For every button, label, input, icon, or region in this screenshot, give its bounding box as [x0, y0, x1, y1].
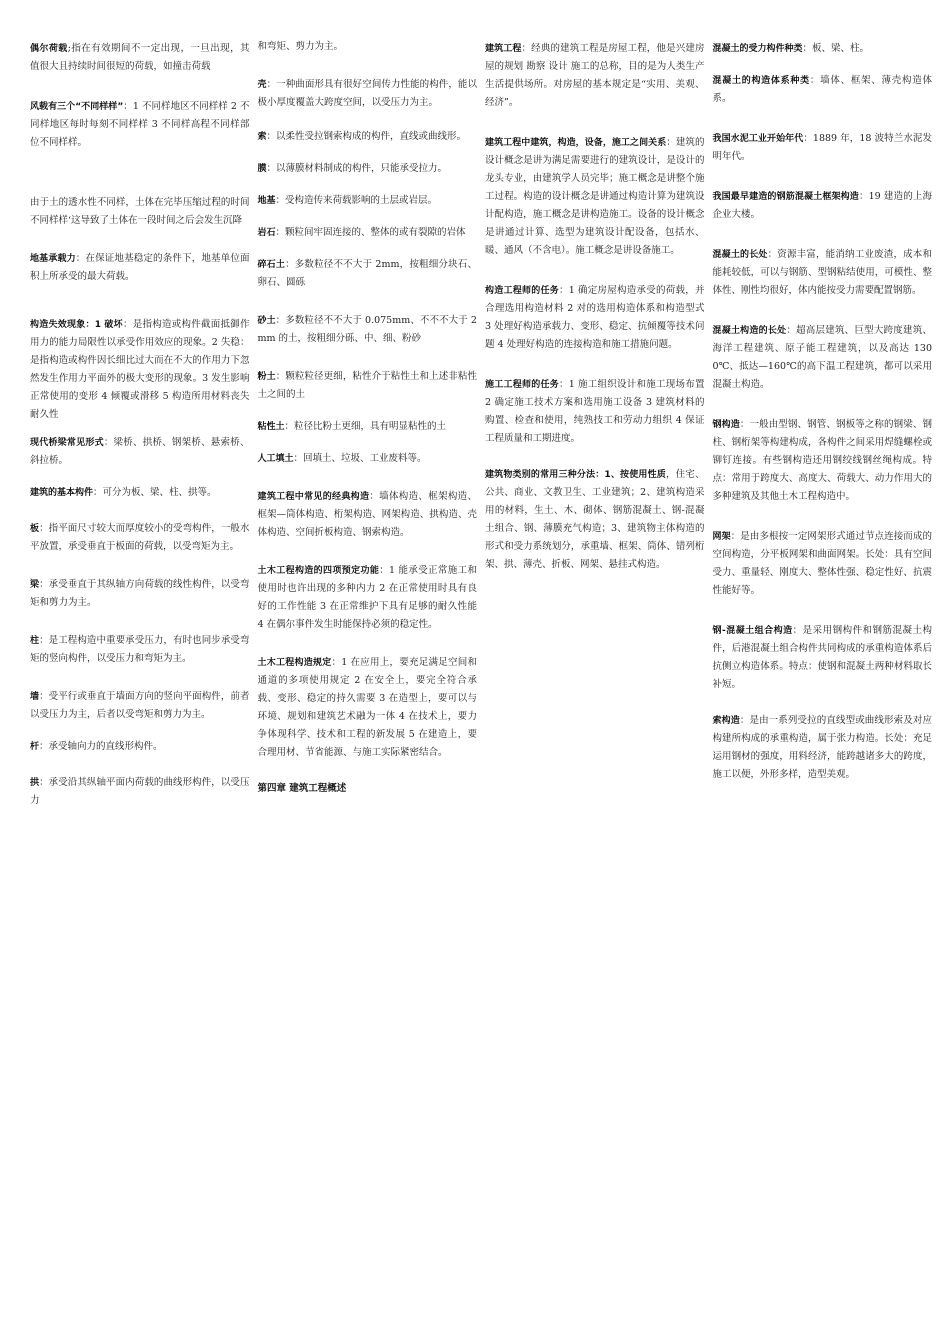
term-label: 索构造	[712, 716, 740, 726]
paragraph	[713, 712, 933, 784]
term-label: 现代桥梁常见形式	[30, 438, 104, 448]
paragraph	[258, 418, 478, 436]
term-definition: ：墙体、框架、薄壳构造体系。	[712, 75, 932, 104]
term-label: 混凝土的受力构件种类	[712, 44, 803, 54]
term-label: 风载有三个“不同样样”	[30, 102, 124, 112]
term-label: 梁	[30, 580, 40, 590]
term-definition: ：是由多根按一定网架形式通过节点连接而成的空间构造，分平板网架和曲面网架。长处：具有空间受力、重量轻、刚度大、整体性强、稳定性好、抗震性能好等。	[712, 531, 932, 596]
term-definition: ：一般由型钢、钢管、钢板等之称的钢梁、钢柱、钢桁架等构建构成，各构件之间采用焊缝螺栓或铆钉连接。有些钢构造还用钢绞线钢丝绳构成。特点：常用于跨度大、高度大、荷载大、动力作用大的多种建筑及其他土木工程构造中。	[712, 419, 932, 502]
term-label: 板	[30, 524, 40, 534]
paragraph	[258, 488, 478, 542]
paragraph	[258, 654, 478, 762]
paragraph	[30, 738, 250, 756]
column-4	[713, 40, 933, 810]
paragraph	[30, 434, 250, 470]
term-label: 建筑的基本构件	[30, 488, 94, 498]
term-definition: ：回填土、垃圾、工业废料等。	[293, 453, 427, 464]
term-label: 碎石土	[257, 260, 286, 270]
term-definition: ：1 确定房屋构造承受的荷载，并合理选用构造材料 2 对的选用构造体系和构造型式 3 处理好构造承载力、变形、稳定、抗倾覆等技术问题 4 处理好构造的连接构造和施工措施问题。	[485, 285, 705, 350]
term-definition: ：在保证地基稳定的条件下，地基单位面积上所承受的最大荷载。	[30, 253, 250, 282]
term-definition: ：是指构造或构件截面抵御作用力的能力局限性以承受作用效应的现象。2 失稳：是指构造或构件因长细比过大而在不大的作用力下忽然发生作用力平面外的极大变形的现象。3 发生影响正常使用的变形 4 倾覆或滑移 5 构造所用材料丧失耐久性	[30, 319, 250, 420]
paragraph	[30, 520, 250, 556]
paragraph	[258, 38, 478, 56]
paragraph	[30, 194, 250, 230]
term-definition: ：承受垂直于其纵轴方向荷载的线性构件，以受弯矩和剪力为主。	[30, 579, 250, 608]
term-definition: ：超高层建筑、巨型大跨度建筑、海洋工程建筑、原子能工程建筑，以及高达 1300℃、抵达—160℃的高下温工程建筑，都可以采用混凝土构造。	[712, 325, 932, 390]
term-label: 构造工程师的任务	[485, 286, 559, 296]
paragraph	[713, 528, 933, 600]
term-label: 土木工程构造规定	[257, 658, 332, 668]
term-definition: ：承受沿其纵轴平面内荷载的曲线形构件，以受压力	[30, 777, 250, 806]
term-definition: ：粒径比粉土更细，具有明显粘性的土	[284, 421, 447, 432]
term-definition: ：颗粒粒径更细，粘性介于粘性土和上述非粘性土之间的土	[257, 371, 477, 400]
term-label: 砂土	[257, 316, 276, 326]
term-label: 网架	[712, 532, 731, 542]
term-definition: ，住宅、公共、商业、文教卫生、工业建筑；2、建筑构造采用的材料，生土、木、砌体、钢筋混凝土、钢-混凝土组合、钢、薄膜充气构造；3、建筑物主体构造的形式和受力系统划分，承重墙、框架、筒体、错列桁架、拱、薄壳、折板、网架、悬挂式构造。	[485, 469, 705, 570]
paragraph	[30, 576, 250, 612]
term-definition: ：1 施工组织设计和施工现场布置 2 确定施工技术方案和选用施工设备 3 建筑材料的购置、检查和使用，纯熟技工和劳动力组织 4 保证工程质量和工期进度。	[485, 379, 705, 444]
term-label: 建筑工程	[485, 44, 522, 54]
term-definition: ：多数粒径不不大于 2mm，按粗细分块石、卵石、圆砾	[257, 259, 477, 288]
paragraph	[485, 466, 705, 574]
paragraph	[30, 40, 250, 76]
term-definition: ：1 不同样地区不同样样 2 不同样地区每时每刻不同样样 3 不同样高程不同样部位不同样样。	[30, 101, 250, 148]
term-label: 地基承载力	[30, 254, 76, 264]
term-label: 建筑工程中建筑，构造，设备，施工之间关系	[485, 138, 667, 148]
term-label: 建筑物类别的常用三种分法：1、按使用性质	[485, 470, 666, 480]
paragraph	[258, 256, 478, 292]
column-1	[30, 40, 250, 810]
term-definition: ：以柔性受拉钢索构成的构件，直线或曲线形。	[266, 131, 467, 142]
term-definition: ：一种曲面形具有很好空间传力性能的构件，能以极小厚度覆盖大跨度空间，以受压力为主。	[257, 79, 477, 108]
paragraph	[258, 562, 478, 634]
paragraph	[30, 774, 250, 810]
paragraph	[713, 188, 933, 224]
term-definition: ：多数粒径不不大于 0.075mm、不不不大于 2mm 的土，按粗细分砾、中、细、粉砂	[257, 315, 477, 344]
term-label: 人工填土	[257, 454, 294, 464]
paragraph	[485, 376, 705, 448]
term-label: 我国最早建造的钢筋混凝土框架构造	[712, 192, 859, 202]
term-definition: ：1 能承受正常施工和使用时也许出现的多种内力 2 在正常使用时具有良好的工作性能 3 在正常维护下具有足够的耐久性能 4 在偶尔事件发生时能保持必须的稳定性。	[257, 565, 477, 630]
paragraph	[713, 130, 933, 166]
paragraph	[258, 192, 478, 210]
term-definition: ：指平面尺寸较大而厚度较小的受弯构件，一般水平放置，承受垂直于板面的荷载，以受弯矩为主。	[30, 523, 250, 552]
term-definition: ：受构造传来荷载影响的土层或岩层。	[275, 195, 438, 206]
section-heading: 第四章 建筑工程概述	[257, 783, 347, 794]
term-definition: ：1 在应用上，要充足满足空间和通道的多项使用规定 2 在安全上，要完全符合承载、变形、稳定的持久需要 3 在造型上，要可以与环境、规划和建筑艺术融为一体 4 在技术上，要力争体现科学、技术和工程的新发展 5 在建造上，要合理用材、节省能源、与施工实际紧密结合。	[257, 657, 477, 758]
paragraph	[258, 128, 478, 146]
paragraph	[713, 72, 933, 108]
term-label: 我国水泥工业开始年代	[712, 134, 804, 144]
term-definition: ;指在有效期间不一定出现，一旦出现，其值很大且持续时间很短的荷载，如撞击荷载	[30, 43, 250, 72]
paragraph	[485, 40, 705, 112]
term-label: 地基	[257, 196, 276, 206]
term-definition: ：资源丰富，能消纳工业废渣，成本和能耗较低，可以与钢筋、型钢粘结使用，可模性、整体性、刚性均很好，体内能按受力需要配置钢筋。	[712, 249, 932, 296]
term-label: 墙	[30, 692, 40, 702]
text-columns	[30, 36, 932, 810]
term-label: 粘性土	[257, 422, 285, 432]
term-definition: ：经典的建筑工程是房屋工程，他是兴建房屋的规划 勘察 设计 施工的总称，目的是为人类生产生活提供场所。对房屋的基本规定是“实用、美观、经济”。	[485, 43, 705, 108]
term-definition: ：是由一系列受拉的直线型或曲线形索及对应构建所构成的承重构造，属于张力构造。长处：充足运用钢材的强度，用料经济，能跨越诸多大的跨度，施工以便，外形多样，造型美观。	[712, 715, 932, 780]
term-label: 粉土	[257, 372, 276, 382]
column-2	[258, 38, 478, 810]
paragraph	[713, 322, 933, 394]
term-definition: ：可分为板、梁、柱、拱等。	[93, 487, 217, 498]
term-definition: ：承受轴向力的直线形构件。	[39, 741, 163, 752]
term-label: 混凝土的构造体系种类	[712, 76, 810, 86]
column-3	[485, 40, 705, 810]
paragraph	[30, 632, 250, 668]
term-label: 混凝土的长处	[712, 250, 768, 260]
term-label: 施工工程师的任务	[485, 380, 559, 390]
term-label: 混凝土构造的长处	[712, 326, 787, 336]
term-label: 拱	[30, 778, 40, 788]
paragraph	[258, 368, 478, 404]
paragraph	[713, 416, 933, 506]
term-label: 钢构造	[712, 420, 740, 430]
term-label: 膜	[257, 164, 267, 174]
term-definition: ：梁桥、拱桥、钢架桥、悬索桥、斜拉桥。	[30, 437, 250, 466]
term-label: 土木工程构造的四项预定功能	[257, 566, 380, 576]
paragraph	[258, 160, 478, 178]
term-definition: 和弯矩、剪力为主。	[257, 41, 344, 52]
term-definition: ：颗粒间牢固连接的、整体的或有裂隙的岩体	[275, 227, 466, 238]
paragraph	[30, 688, 250, 724]
term-definition: ：建筑的设计概念是讲为满足需要进行的建筑设计，是设计的龙头专业，由建筑学人员完毕；施工概念是讲整个施工过程。构造的设计概念是讲通过构造计算为建筑设计配构造，施工概念是讲构造施工。设备的设计概念是讲通过计算、选型为建筑设计配设备，包括水、暖、通风（不含电）。施工概念是讲设备施工。	[485, 137, 705, 256]
paragraph	[258, 312, 478, 348]
term-label: 索	[257, 132, 267, 142]
term-definition: ：是采用钢构件和钢筋混凝土构件，后港混凝土组合构件共同构成的承重构造体系后抗侧立构造体系。特点：使钢和混凝土两种材料取长补短。	[712, 625, 932, 690]
paragraph	[258, 76, 478, 112]
term-label: 建筑工程中常见的经典构造	[257, 492, 370, 502]
paragraph	[713, 246, 933, 300]
term-definition: ：19 建造的上海企业大楼。	[712, 191, 932, 220]
term-label: 杆	[30, 742, 40, 752]
paragraph	[30, 98, 250, 152]
term-label: 岩石	[257, 228, 276, 238]
paragraph	[30, 250, 250, 286]
term-label: 壳	[257, 80, 267, 90]
term-label: 偶尔荷载	[30, 44, 68, 54]
term-label: 构造失效现象：1 破坏	[30, 320, 123, 330]
paragraph	[713, 40, 933, 58]
term-definition: ：墙体构造、框架构造、框架—筒体构造、桁架构造、网架构造、拱构造、壳体构造、空间折板构造、钢索构造。	[257, 491, 477, 538]
paragraph	[485, 134, 705, 260]
paragraph	[258, 780, 478, 798]
paragraph	[258, 450, 478, 468]
term-definition: ：板、梁、柱。	[802, 43, 870, 54]
paragraph	[30, 316, 250, 424]
term-definition: ：受平行或垂直于墙面方向的竖向平面构件，前者以受压力为主，后者以受弯矩和剪力为主。	[30, 691, 250, 720]
paragraph	[713, 622, 933, 694]
paragraph	[485, 282, 705, 354]
term-label: 钢-混凝土组合构造	[712, 626, 793, 636]
term-label: 柱	[30, 636, 40, 646]
term-definition: ：1889 年，18 波特兰水泥发明年代。	[712, 133, 932, 162]
paragraph	[30, 484, 250, 502]
term-definition: 由于土的透水性不同样，土体在完毕压缩过程的时间不同样样‘这导致了土体在一段时间之后会发生沉降	[30, 197, 250, 226]
paragraph	[258, 224, 478, 242]
term-definition: ：以薄膜材料制成的构件，只能承受拉力。	[266, 163, 448, 174]
term-definition: ：是工程构造中重要承受压力，有时也同步承受弯矩的竖向构件，以受压力和弯矩为主。	[30, 635, 250, 664]
